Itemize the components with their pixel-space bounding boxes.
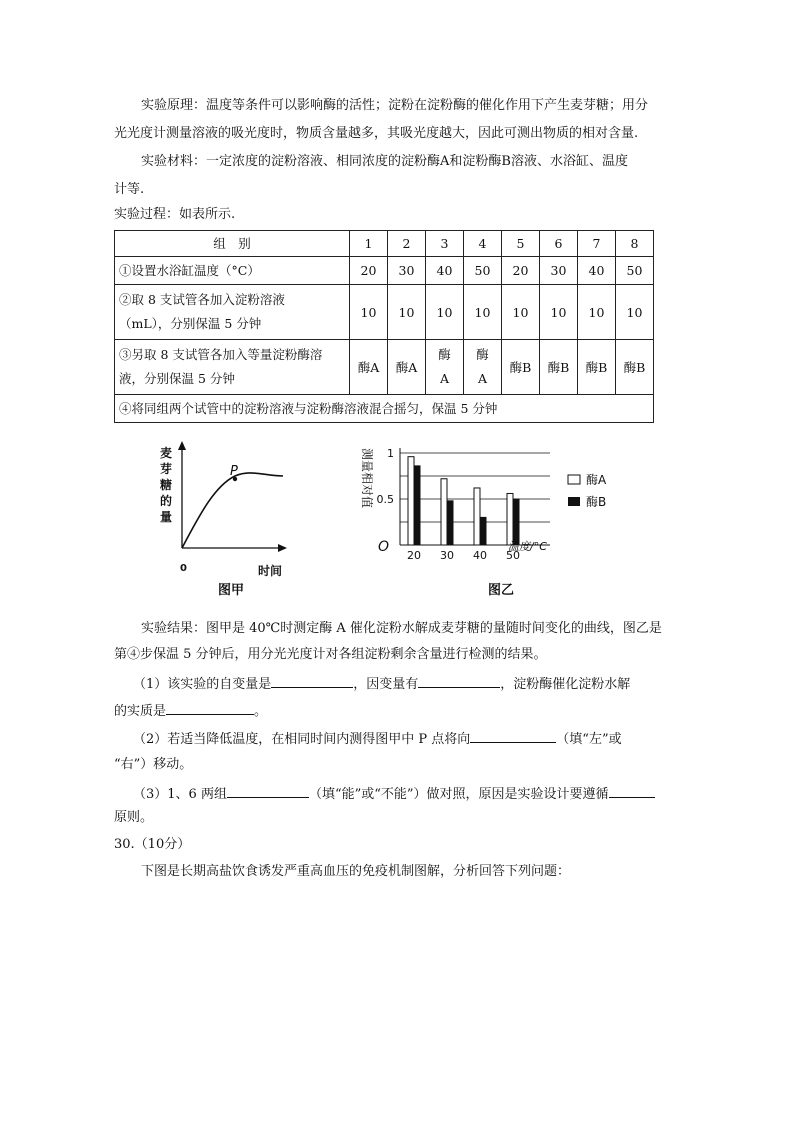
table-row <box>115 340 654 395</box>
table-cell: 酶B <box>616 340 654 395</box>
figure-yi-chart <box>350 438 630 598</box>
table-cell: 10 <box>578 285 616 340</box>
x-tick-label: 20 <box>407 549 421 562</box>
experiment-table <box>114 230 654 423</box>
table-header-row <box>115 231 654 257</box>
question-1-line-2 <box>114 700 267 722</box>
ylabel-char: 麦 <box>160 446 173 460</box>
chart-ylabel: 测量相对值 <box>360 448 374 509</box>
answer-blank-1[interactable] <box>271 673 353 688</box>
answer-blank-4[interactable] <box>470 728 556 743</box>
bar-b-20 <box>414 466 420 545</box>
curve <box>182 473 283 548</box>
row2-label-b: （mL），分别保温 5 分钟 <box>119 316 262 331</box>
table-row <box>115 395 654 423</box>
q3-text-a: （3）1、6 两组 <box>133 787 227 802</box>
y-tick-label: 0.5 <box>376 493 394 506</box>
table-cell: 50 <box>464 257 502 285</box>
row4-text: ④将同组两个试管中的淀粉溶液与淀粉酶溶液混合摇匀，保温 5 分钟 <box>115 395 654 423</box>
answer-blank-2[interactable] <box>418 673 500 688</box>
group-cell: 2 <box>388 231 426 257</box>
row3-label-b: 液，分别保温 5 分钟 <box>119 371 235 386</box>
table-cell: 10 <box>464 285 502 340</box>
table-cell: 10 <box>388 285 426 340</box>
table-cell: 20 <box>502 257 540 285</box>
origin-label: O <box>378 539 390 555</box>
group-cell: 8 <box>616 231 654 257</box>
bar-a-20 <box>408 457 414 545</box>
group-cell: 1 <box>350 231 388 257</box>
table-cell: 40 <box>426 257 464 285</box>
table-cell: 30 <box>388 257 426 285</box>
process-line: 实验过程：如表所示. <box>114 207 236 222</box>
row2-label-a: ②取 8 支试管各加入淀粉溶液 <box>119 292 285 307</box>
question-3-line-1 <box>133 783 655 805</box>
question-2-line-1 <box>133 728 622 750</box>
q1-text-c: ，淀粉酶催化淀粉水解 <box>500 677 631 692</box>
group-cell: 3 <box>426 231 464 257</box>
q1-text-b: ，因变量有 <box>353 677 419 692</box>
table-cell: 20 <box>350 257 388 285</box>
question-30-text: 下图是长期高盐饮食诱发严重高血压的免疫机制图解，分析回答下列问题： <box>141 864 571 879</box>
table-cell: 10 <box>540 285 578 340</box>
question-2-line-2: “右”）移动。 <box>114 757 193 772</box>
ylabel-char: 量 <box>160 510 173 524</box>
group-cell: 6 <box>540 231 578 257</box>
results-line-2: 第④步保温 5 分钟后，用分光光度计对各组淀粉剩余含量进行检测的结果。 <box>114 647 547 662</box>
bar-b-50 <box>513 499 519 545</box>
caption: 图甲 <box>218 583 245 598</box>
table-cell: 50 <box>616 257 654 285</box>
legend-label-b: 酶B <box>586 495 607 509</box>
ylabel-char: 的 <box>160 494 173 508</box>
question-3-line-2: 原则。 <box>114 810 154 825</box>
answer-blank-3[interactable] <box>166 700 254 715</box>
table-cell: 40 <box>578 257 616 285</box>
row3-label-a: ③另取 8 支试管各加入等量淀粉酶溶 <box>119 347 323 362</box>
table-cell: 10 <box>616 285 654 340</box>
table-row <box>115 257 654 285</box>
table-row <box>115 285 654 340</box>
table-cell: 10 <box>350 285 388 340</box>
principle-line-2: 光光度计测量溶液的吸光度时，物质含量越多，其吸光度越大，因此可测出物质的相对含量. <box>114 126 639 141</box>
legend-swatch-b <box>568 497 580 506</box>
group-cell: 7 <box>578 231 616 257</box>
legend-swatch-a <box>568 475 580 484</box>
header-label: 组 别 <box>115 231 350 257</box>
question-1-line-1 <box>133 673 630 695</box>
table-cell: 酶 A <box>464 340 502 395</box>
row2-label <box>115 285 350 340</box>
y-arrow <box>178 441 186 450</box>
results-line-1: 实验结果：图甲是 40℃时测定酶 A 催化淀粉水解成麦芽糖的量随时间变化的曲线，图乙是 <box>141 621 662 636</box>
bar-a-40 <box>474 488 480 545</box>
q1-text-d: 的实质是 <box>114 704 167 719</box>
row1-label: ①设置水浴缸温度（°C） <box>115 257 350 285</box>
q1-text-a: （1）该实验的自变量是 <box>133 677 272 692</box>
group-cell: 5 <box>502 231 540 257</box>
table-cell: 酶B <box>502 340 540 395</box>
q1-text-e: 。 <box>254 704 268 719</box>
table-cell: 10 <box>502 285 540 340</box>
group-cell: 4 <box>464 231 502 257</box>
question-30-title: 30.（10分） <box>114 837 191 852</box>
materials-line-1: 实验材料：一定浓度的淀粉溶液、相同浓度的淀粉酶A和淀粉酶B溶液、水浴缸、温度 <box>141 154 628 169</box>
table-cell: 酶B <box>578 340 616 395</box>
point-p-label: P <box>230 464 238 479</box>
chart-caption: 图乙 <box>488 583 515 598</box>
q2-text-b: （填“左”或 <box>556 732 622 747</box>
table-cell: 10 <box>426 285 464 340</box>
x-arrow <box>278 544 287 552</box>
legend-label-a: 酶A <box>586 473 607 487</box>
table-cell: 酶A <box>388 340 426 395</box>
answer-blank-5[interactable] <box>227 783 309 798</box>
row3-label <box>115 340 350 395</box>
ylabel-char: 糖 <box>160 478 173 492</box>
chart-xlabel: 温度/°C <box>508 540 547 553</box>
bar-b-30 <box>447 501 453 545</box>
ylabel-char: 芽 <box>160 462 173 476</box>
table-cell: 酶 A <box>426 340 464 395</box>
q3-text-b: （填“能”或“不能”）做对照，原因是实验设计要遵循 <box>308 787 609 802</box>
x-tick-label: 40 <box>473 549 487 562</box>
principle-line-1: 实验原理：温度等条件可以影响酶的活性；淀粉在淀粉酶的催化作用下产生麦芽糖；用分 <box>141 98 649 113</box>
table-cell: 30 <box>540 257 578 285</box>
y-tick-label: 1 <box>387 447 394 460</box>
bar-a-50 <box>507 493 513 545</box>
xlabel: 时间 <box>258 564 283 578</box>
q2-text-a: （2）若适当降低温度，在相同时间内测得图甲中 P 点将向 <box>133 732 471 747</box>
table-cell: 酶A <box>350 340 388 395</box>
table-cell: 酶B <box>540 340 578 395</box>
x-tick-label: 30 <box>440 549 454 562</box>
answer-blank-6[interactable] <box>609 783 655 798</box>
bar-b-40 <box>480 517 486 545</box>
materials-line-2: 计等. <box>114 182 145 197</box>
origin-label: 0 <box>180 563 187 574</box>
x-tick-label: 50 <box>506 549 520 562</box>
bar-a-30 <box>441 479 447 545</box>
figure-jia <box>150 438 300 598</box>
